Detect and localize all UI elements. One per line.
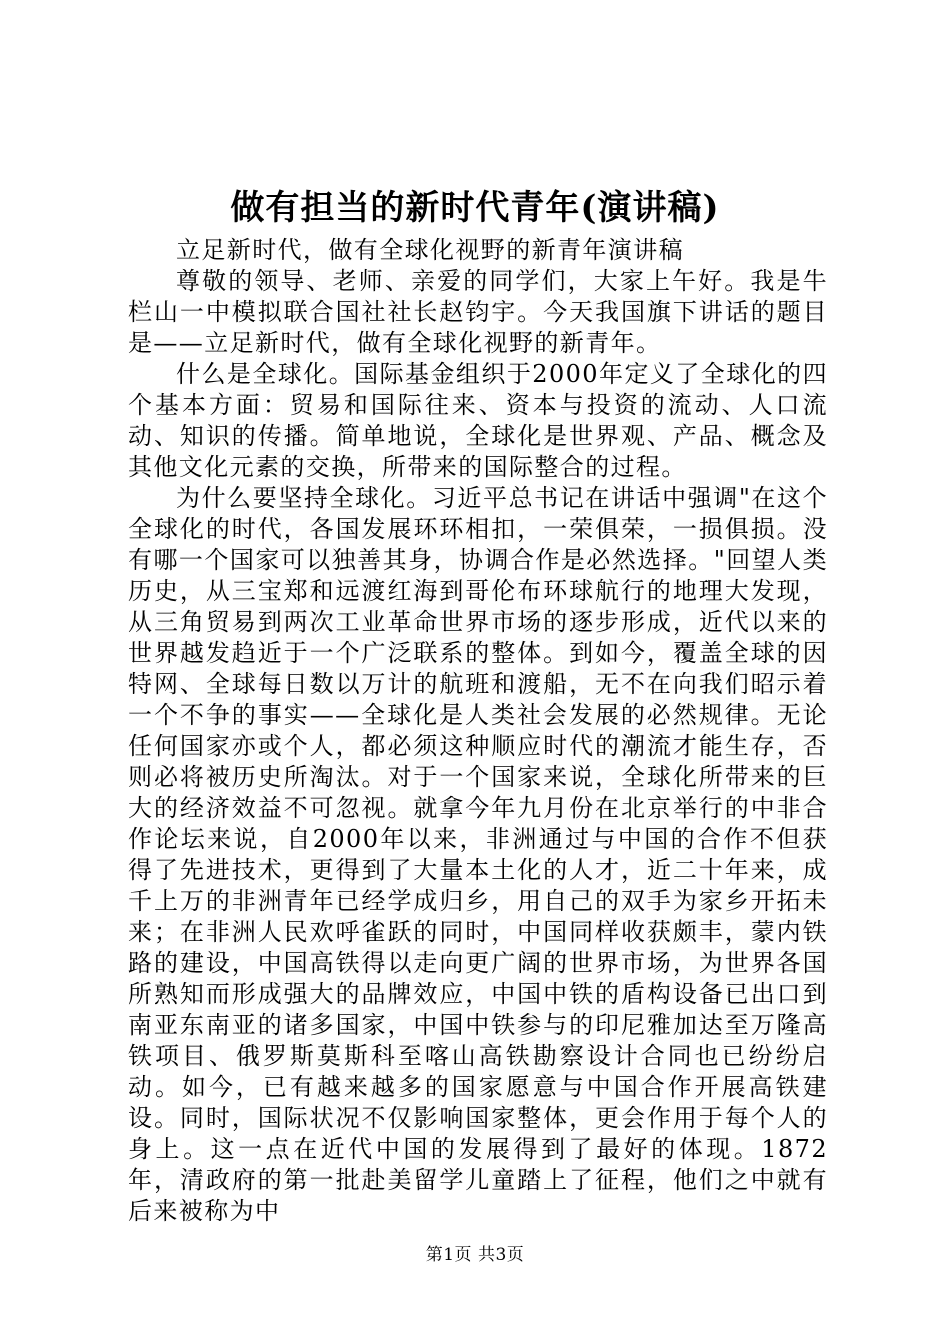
page-number-footer: 第1页 共3页 bbox=[425, 1245, 525, 1265]
document-body bbox=[128, 235, 828, 1227]
paragraph: 为什么要坚持全球化。习近平总书记在讲话中强调"在这个全球化的时代，各国发展环环相扣，一荣俱荣，一损俱损。没有哪一个国家可以独善其身，协调合作是必然选择。"回望人类历史，从三宝郑和远渡红海到哥伦布环球航行的地理大发现，从三角贸易到两次工业革命世界市场的逐步形成，近代以来的世界越发趋近于一个广泛联系的整体。到如今，覆盖全球的因特网、全球每日数以万计的航班和渡船，无不在向我们昭示着一个不争的事实——全球化是人类社会发展的必然规律。无论任何国家亦或个人，都必须这种顺应时代的潮流才能生存，否则必将被历史所淘汰。对于一个国家来说，全球化所带来的巨大的经济效益不可忽视。就拿今年九月份在北京举行的中非合作论坛来说，自2000年以来，非洲通过与中国的合作不但获得了先进技术，更得到了大量本土化的人才，近二十年来，成千上万的非洲青年已经学成归乡，用自己的双手为家乡开拓未来；在非洲人民欢呼雀跃的同时，中国同样收获颇丰，蒙内铁路的建设，中国高铁得以走向更广阔的世界市场，为世界各国所熟知而形成强大的品牌效应，中国中铁的盾构设备已出口到南亚东南亚的诸多国家，中国中铁参与的印尼雅加达至万隆高铁项目、俄罗斯莫斯科至喀山高铁勘察设计合同也已纷纷启动。如今，已有越来越多的国家愿意与中国合作开展高铁建设。同时，国际状况不仅影响国家整体，更会作用于每个人的身上。这一点在近代中国的发展得到了最好的体现。1872年，清政府的第一批赴美留学儿童踏上了征程，他们之中就有后来被称为中 bbox=[128, 484, 828, 1225]
paragraph: 什么是全球化。国际基金组织于2000年定义了全球化的四个基本方面：贸易和国际往来、资本与投资的流动、人口流动、知识的传播。简单地说，全球化是世界观、产品、概念及其他文化元素的交换，所带来的国际整合的过程。 bbox=[128, 360, 828, 481]
document-title: 做有担当的新时代青年(演讲稿) bbox=[230, 188, 720, 228]
paragraph: 立足新时代，做有全球化视野的新青年演讲稿 bbox=[176, 236, 684, 264]
paragraph: 尊敬的领导、老师、亲爱的同学们，大家上午好。我是牛栏山一中模拟联合国社社长赵钧宇。今天我国旗下讲话的题目是——立足新时代，做有全球化视野的新青年。 bbox=[128, 267, 828, 357]
